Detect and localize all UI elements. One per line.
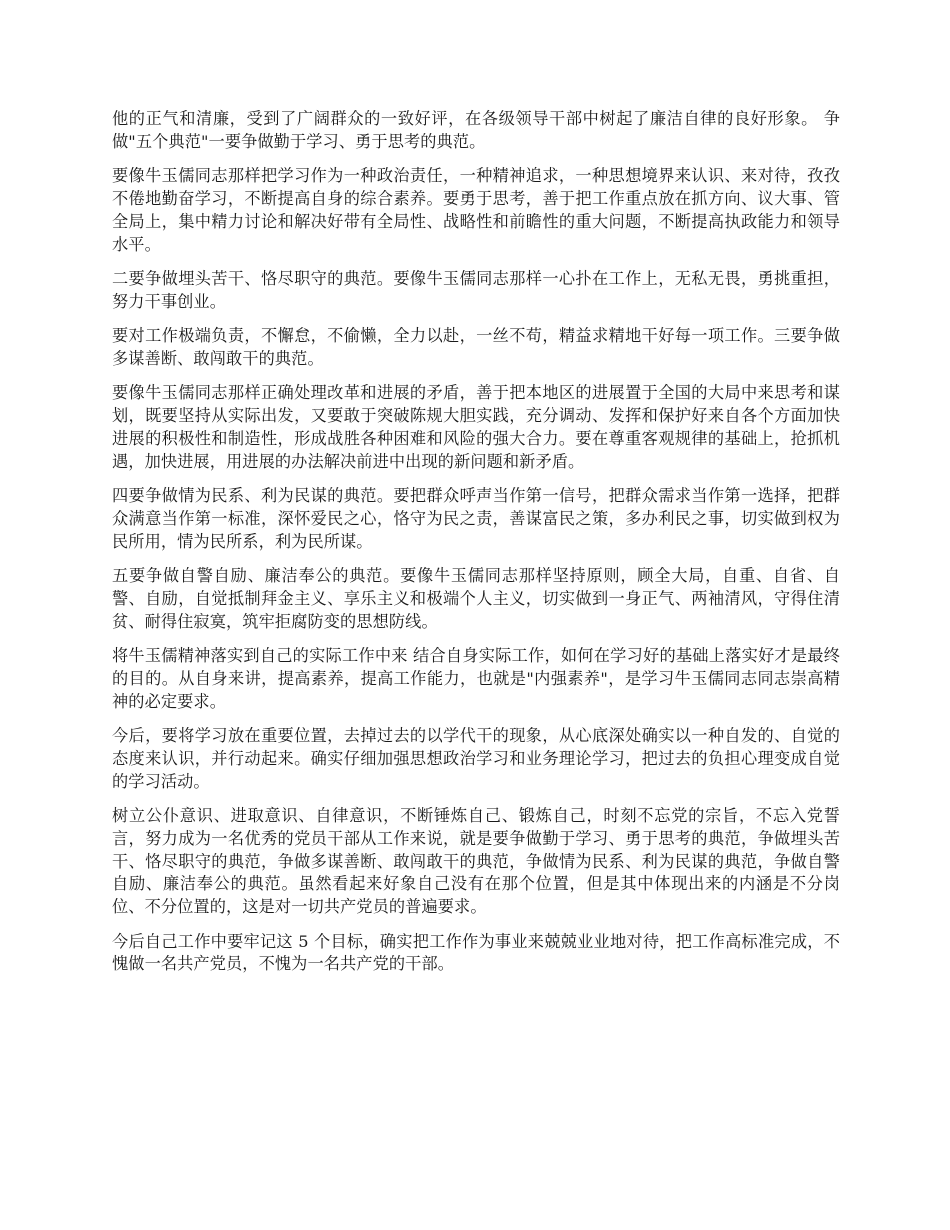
paragraph-4: 要对工作极端负责，不懈怠，不偷懒，全力以赴，一丝不苟，精益求精地干好每一项工作。三要争做多谋善断、敢闯敢干的典范。	[112, 326, 840, 368]
paragraph-5: 要像牛玉儒同志那样正确处理改革和进展的矛盾，善于把本地区的进展置于全国的大局中来思考和谋划，既要坚持从实际出发，又要敢于突破陈规大胆实践，充分调动、发挥和保护好来自各个方面加快进展的积极性和制造性，形成战胜各种困难和风险的强大合力。要在尊重客观规律的基础上，抢抓机遇，加快进展，用进展的办法解决前进中出现的新问题和新矛盾。	[112, 383, 840, 471]
paragraph-8: 将牛玉儒精神落实到自己的实际工作中来 结合自身实际工作，如何在学习好的基础上落实好才是最终的目的。从自身来讲，提高素养，提高工作能力，也就是"内强素养"，是学习牛玉儒同志同志崇高精神的必定要求。	[112, 646, 840, 711]
paragraph-7: 五要争做自警自励、廉洁奉公的典范。要像牛玉儒同志那样坚持原则，顾全大局，自重、自省、自警、自励，自觉抵制拜金主义、享乐主义和极端个人主义，切实做到一身正气、两袖清风，守得住清贫、耐得住寂寞，筑牢拒腐防变的思想防线。	[112, 566, 840, 631]
paragraph-3: 二要争做埋头苦干、恪尽职守的典范。要像牛玉儒同志那样一心扑在工作上，无私无畏，勇挑重担，努力干事创业。	[112, 268, 840, 311]
paragraph-6: 四要争做情为民系、利为民谋的典范。要把群众呼声当作第一信号，把群众需求当作第一选择，把群众满意当作第一标准，深怀爱民之心，恪守为民之责，善谋富民之策，多办利民之事，切实做到权为民所用，情为民所系，利为民所谋。	[112, 486, 840, 551]
paragraph-11: 今后自己工作中要牢记这 5 个目标，确实把工作作为事业来兢兢业业地对待，把工作高标准完成，不愧做一名共产党员，不愧为一名共产党的干部。	[112, 931, 840, 974]
paragraph-2: 要像牛玉儒同志那样把学习作为一种政治责任，一种精神追求，一种思想境界来认识、来对待，孜孜不倦地勤奋学习，不断提高自身的综合素养。要勇于思考，善于把工作重点放在抓方向、议大事、管全局上，集中精力讨论和解决好带有全局性、战略性和前瞻性的重大问题，不断提高执政能力和领导水平。	[112, 166, 840, 254]
paragraph-9: 今后，要将学习放在重要位置，去掉过去的以学代干的现象，从心底深处确实以一种自发的、自觉的态度来认识，并行动起来。确实仔细加强思想政治学习和业务理论学习，把过去的负担心理变成自觉的学习活动。	[112, 726, 840, 791]
paragraph-10: 树立公仆意识、进取意识、自律意识，不断锤炼自己、锻炼自己，时刻不忘党的宗旨，不忘入党誓言，努力成为一名优秀的党员干部从工作来说，就是要争做勤于学习、勇于思考的典范，争做埋头苦干、恪尽职守的典范，争做多谋善断、敢闯敢干的典范，争做情为民系、利为民谋的典范，争做自警自励、廉洁奉公的典范。虽然看起来好象自己没有在那个位置，但是其中体现出来的内涵是不分岗位、不分位置的，这是对一切共产党员的普遍要求。	[112, 806, 840, 917]
paragraph-1: 他的正气和清廉，受到了广阔群众的一致好评，在各级领导干部中树起了廉洁自律的良好形象。 争做"五个典范"一要争做勤于学习、勇于思考的典范。	[112, 109, 840, 151]
document-body	[112, 108, 840, 988]
